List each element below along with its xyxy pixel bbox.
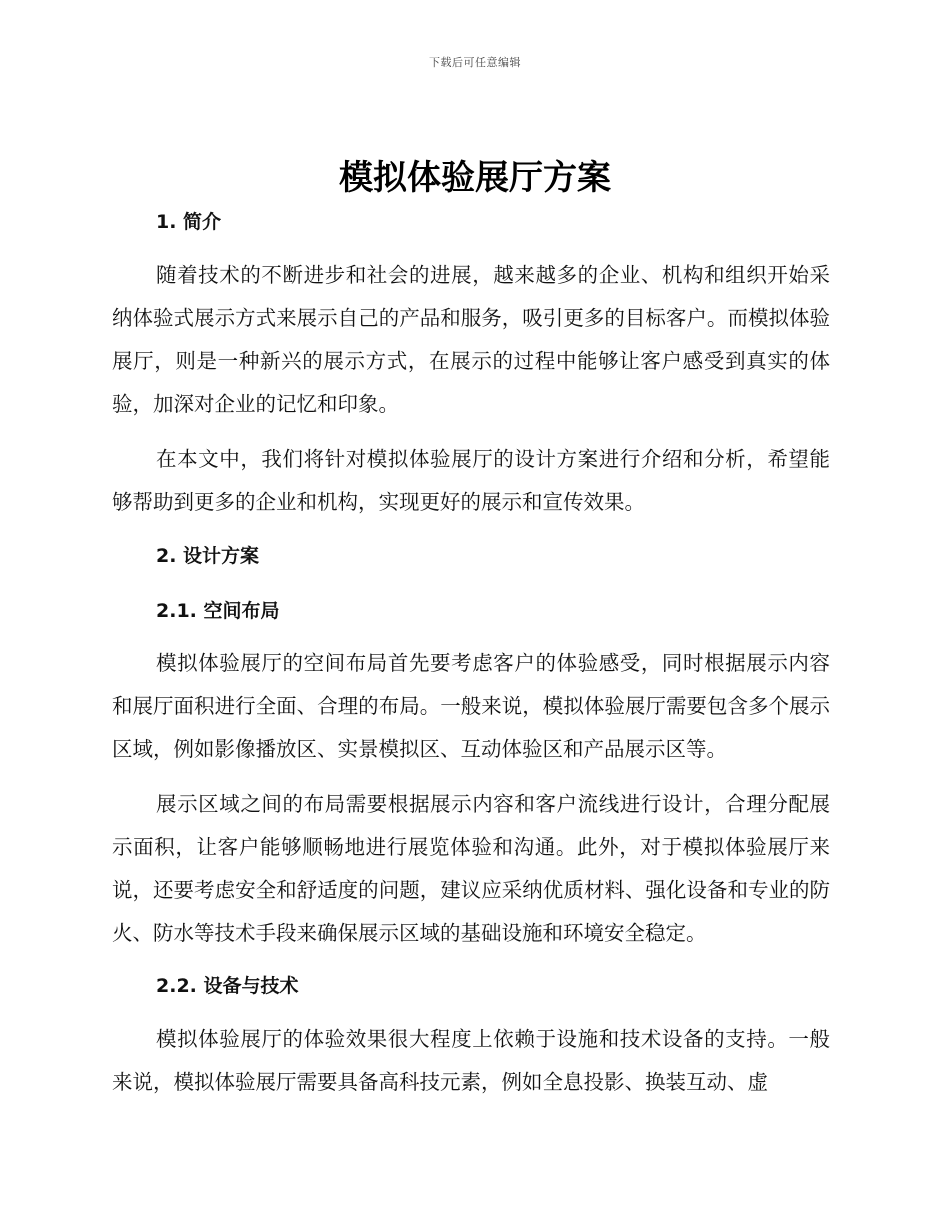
- section-heading-intro: 1. 简介: [156, 211, 222, 233]
- section-heading-equipment: 2.2. 设备与技术: [156, 975, 299, 997]
- section-heading-layout: 2.1. 空间布局: [156, 600, 280, 622]
- paragraph-intro-2: 在本文中，我们将针对模拟体验展厅的设计方案进行介绍和分析，希望能够帮助到更多的企业和机构，实现更好的展示和宣传效果。: [112, 447, 830, 514]
- paragraph-layout-2: 展示区域之间的布局需要根据展示内容和客户流线进行设计，合理分配展示面积，让客户能够顺畅地进行展览体验和沟通。此外，对于模拟体验展厅来说，还要考虑安全和舒适度的问题，建议应采纳优质材料、强化设备和专业的防火、防水等技术手段来确保展示区域的基础设施和环境安全稳定。: [112, 792, 830, 945]
- section-heading-design: 2. 设计方案: [156, 545, 260, 567]
- paragraph-equipment-1: 模拟体验展厅的体验效果很大程度上依赖于设施和技术设备的支持。一般来说，模拟体验展厅需要具备高科技元素，例如全息投影、换装互动、虚: [112, 1027, 830, 1094]
- paragraph-intro-1: 随着技术的不断进步和社会的进展，越来越多的企业、机构和组织开始采纳体验式展示方式来展示自己的产品和服务，吸引更多的目标客户。而模拟体验展厅，则是一种新兴的展示方式，在展示的过程中能够让客户感受到真实的体验，加深对企业的记忆和印象。: [112, 263, 830, 416]
- header-note: 下载后可任意编辑: [429, 56, 521, 69]
- paragraph-layout-1: 模拟体验展厅的空间布局首先要考虑客户的体验感受，同时根据展示内容和展厅面积进行全面、合理的布局。一般来说，模拟体验展厅需要包含多个展示区域，例如影像播放区、实景模拟区、互动体验区和产品展示区等。: [112, 651, 830, 761]
- document-title: 模拟体验展厅方案: [339, 158, 611, 198]
